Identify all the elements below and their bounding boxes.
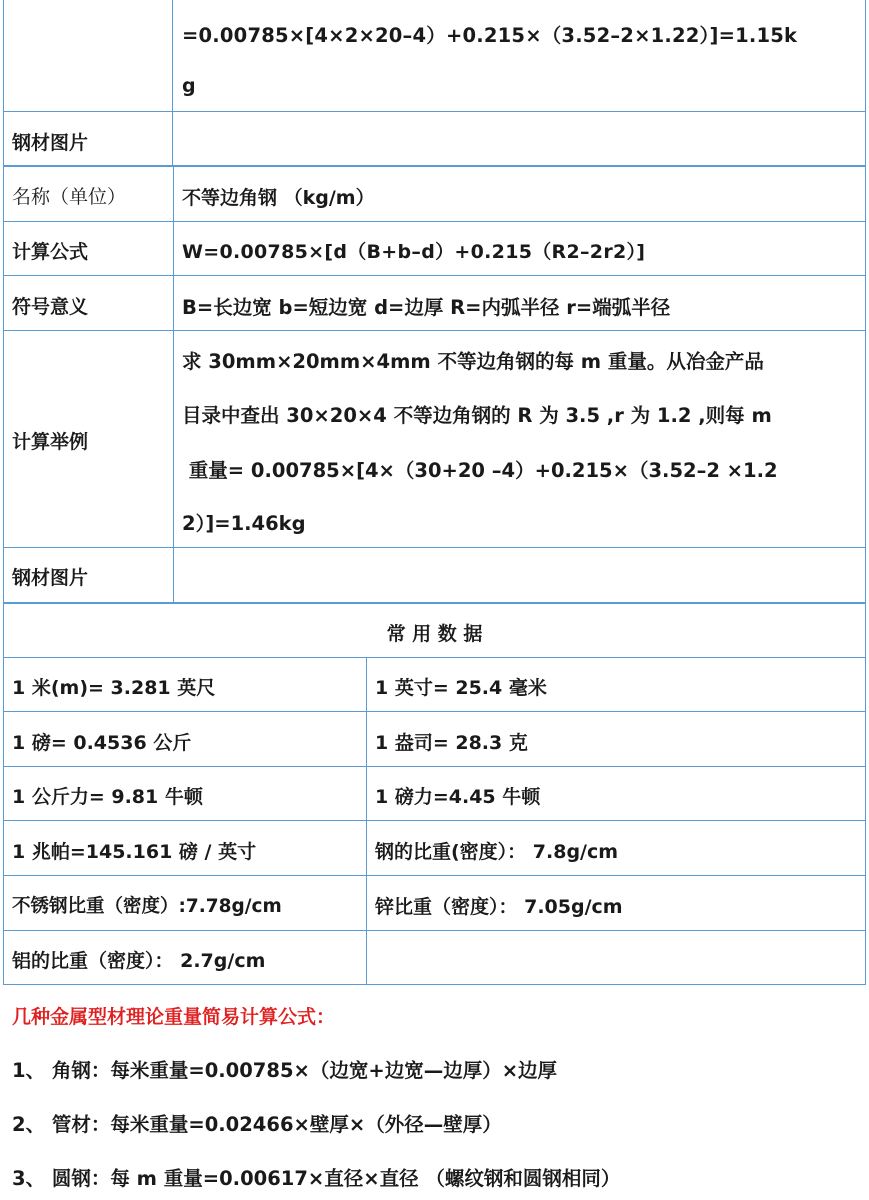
formulas-heading: 几种金属型材理论重量简易计算公式： — [12, 1006, 336, 1028]
top-table-left-border — [3, 0, 4, 165]
formula-item-1: 1、 角钢：每米重量=0.00785×（边宽+边宽—边厚）×边厚 — [12, 1059, 558, 1082]
name-label: 名称（单位） — [12, 186, 127, 208]
common-cell: 1 兆帕=145.161 磅 / 英寸 — [12, 841, 257, 863]
common-cell: 1 公斤力= 9.81 牛顿 — [12, 786, 203, 808]
top-table-row-line — [3, 111, 866, 112]
top-table-right-border — [865, 0, 866, 165]
common-cell: 1 米(m)= 3.281 英尺 — [12, 677, 216, 699]
common-data-title: 常 用 数 据 — [386, 623, 483, 645]
name-value: 不等边角钢 （kg/m） — [182, 187, 375, 209]
common-cell: 1 英寸= 25.4 毫米 — [375, 677, 547, 699]
row-line-3 — [3, 330, 866, 331]
unequal-angle-table — [3, 166, 866, 603]
common-row-line-4 — [3, 875, 866, 876]
prev-picture-label: 钢材图片 — [12, 132, 89, 154]
common-row-line-3 — [3, 820, 866, 821]
formula-label: 计算公式 — [12, 241, 89, 263]
example-line-3: 重量= 0.00785×[4×（30+20 –4）+0.215×（3.52–2 ×1.2 — [182, 459, 778, 482]
common-col-divider — [366, 657, 367, 985]
row-line-4 — [3, 547, 866, 548]
prev-example-line-2: g — [182, 75, 196, 97]
common-cell: 钢的比重(密度）： 7.8g/cm — [375, 841, 619, 863]
common-row-line-5 — [3, 930, 866, 931]
common-row-line-0 — [3, 657, 866, 658]
common-row-line-1 — [3, 711, 866, 712]
example-line-2: 目录中查出 30×20×4 不等边角钢的 R 为 3.5 ,r 为 1.2 ,则每 m — [182, 404, 772, 427]
example-line-4: 2）]=1.46kg — [182, 512, 306, 535]
common-cell: 不锈钢比重（密度）:7.78g/cm — [12, 896, 282, 917]
example-label: 计算举例 — [12, 431, 89, 453]
row-line-1 — [3, 221, 866, 222]
formula-value: W=0.00785×[d（B+b–d）+0.215（R2–2r2）] — [182, 241, 646, 263]
prev-example-line-1: =0.00785×[4×2×20–4）+0.215×（3.52–2×1.22）]=1.15k — [182, 24, 798, 47]
common-cell: 1 磅= 0.4536 公斤 — [12, 732, 192, 754]
formula-item-3: 3、 圆钢：每 m 重量=0.00617×直径×直径 （螺纹钢和圆钢相同） — [12, 1167, 621, 1190]
formula-item-2: 2、 管材：每米重量=0.02466×壁厚×（外径—壁厚） — [12, 1113, 502, 1136]
symbol-value: B=长边宽 b=短边宽 d=边厚 R=内弧半径 r=端弧半径 — [182, 296, 671, 319]
row-line-2 — [3, 275, 866, 276]
common-cell: 1 磅力=4.45 牛顿 — [375, 786, 541, 808]
common-cell: 1 盎司= 28.3 克 — [375, 732, 528, 754]
example-line-1: 求 30mm×20mm×4mm 不等边角钢的每 m 重量。从冶金产品 — [182, 350, 764, 373]
common-row-line-2 — [3, 766, 866, 767]
top-table-divider — [172, 0, 173, 165]
common-cell: 铝的比重（密度）： 2.7g/cm — [12, 950, 266, 972]
picture-label: 钢材图片 — [12, 567, 89, 589]
unequal-angle-divider — [173, 166, 174, 603]
symbol-label: 符号意义 — [12, 296, 89, 318]
common-cell: 锌比重（密度）： 7.05g/cm — [375, 896, 623, 918]
